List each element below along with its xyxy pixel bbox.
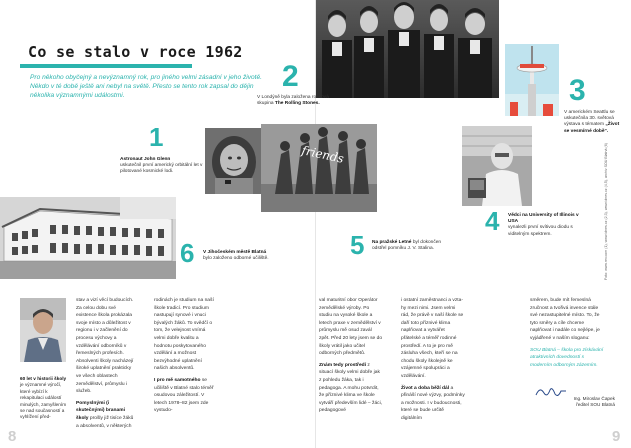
- portrait-caption-title: 60 let v historii školy: [20, 376, 67, 381]
- col5-para1: směrem, bude mít řemeslná zručnost a tvořivá invence stále své nezastupitelné místo. To, že tyto směry a cíle chceme naplňovat i nadále co nejlépe, je vyjádřené v naším sloganu:: [530, 298, 600, 341]
- col3-para1: val maturitní obor Operátor zemědělské výroby. Po studiu na vysoké škole a letech praxe v zemědělství v průmyslu mě osud zavál zpět. Před 20 lety jsem se do školy vrátil jako učitel odborných předmětů.: [319, 298, 383, 357]
- col4-para2-text: a přináší nové výzvy, podmínky a možnosti. I v budoucnosti, které se bude určitě digitálním: [401, 385, 465, 421]
- event-4-text: vynalezli první svítivou diodu s viditelným spektrem.: [508, 225, 573, 237]
- school-building-photo: [0, 197, 176, 279]
- col5-slogan: SOU Blatná – škola pro získávání atraktivních dovedností s moderním odborným zázemím.: [530, 347, 604, 368]
- col4-para1: i ostatní zaměstnanci a vzta- hy mezi nimi. Jsem velmi rád, že právě v naší škole se daří toto příznivé klima naplňovat a vytvářet přátelské a téměř rodinné prostředí. A to je pro mě zásluha všech, kteří se na chodu školy školejně ke vzájemné spolupráci a vzdělávání.: [401, 298, 464, 379]
- col3-para2-text: z situací školy velmi dobře jak z pohledu žáka, tak i pedagoga. A mohu potvrdit, že příznivé klima ve škole vytváří především lidé – žáci, pedagogové: [319, 362, 383, 414]
- portrait-caption-text: je významné výročí, které vybízí k rekapitulaci událostí minulých, zamyšlením se nad současností a vyhlížení před-: [20, 382, 67, 420]
- event-1-title: Astronaut John Glenn: [120, 157, 171, 162]
- signature-name: Ing. Miroslav Čapek: [573, 396, 615, 401]
- director-portrait-photo: [20, 298, 66, 362]
- event-1-caption: [120, 157, 204, 176]
- event-3-caption: [564, 110, 620, 135]
- portrait-caption: [20, 376, 70, 421]
- page-title: Co se stalo v roce 1962: [28, 43, 243, 61]
- event-1-number: 1: [149, 122, 164, 152]
- event-2-title: The Rolling Stones.: [274, 101, 320, 107]
- event-5-number: 5: [350, 230, 365, 260]
- event-2-number: 2: [282, 60, 299, 93]
- text-column-4: [401, 297, 465, 423]
- col1-para2-text: prošly již tisíce žáků a absolventů, v některých: [76, 415, 134, 429]
- event-6-title: V Jihočeském městě Blatná: [203, 250, 267, 255]
- text-column-1: [76, 297, 134, 430]
- event-4-title: Vědci na University of Illinois v USA: [508, 213, 579, 225]
- event-2-caption: [257, 95, 337, 107]
- space-needle-photo: [505, 44, 559, 116]
- page-number-left: 8: [8, 428, 17, 445]
- event-1-text: uskutečnil první americký orbitální let v pilotované kosmické lodi.: [120, 163, 203, 175]
- event-2-text: V Londýně byla založena rocková skupina: [257, 95, 329, 107]
- stalin-monument-photo: [261, 124, 377, 212]
- event-4-caption: [508, 213, 588, 238]
- event-5-text: byl dokončen odstřel pomníku J. V. Stalina.: [372, 240, 442, 252]
- photo-credit: [604, 143, 612, 280]
- col1-para1: stav a vizí věcí budoucích. Za celou dobu své existence škola prokázala svoje místo a důležitost v regionu i v začlenění do procesu výchovy a vzdělávání odborníků v řemeslných profesích. Absolventi školy nacházejí široké uplatnění prakticky ve všech oblastech zemědělství, průmyslu i služeb.: [76, 298, 134, 395]
- astronaut-photo: [205, 128, 261, 194]
- text-column-3: [319, 297, 383, 415]
- signature-role: ředitel SOU Blatná: [576, 402, 615, 408]
- page-number-right: 9: [612, 428, 621, 445]
- intro-text: Pro někoho obyčejný a nevýznamný rok, pro jiného velmi zásadní v jeho životě. Někdo v té době ještě ani nebyl na světě. Přesto se tento rok zapsal do dějin několika významnými událostmi.: [30, 74, 263, 99]
- photo-credit-text: Foto: www.rev.com (1), www.idnes.cz (2,3), www.idnes.cz (4,5), archiv SOU Blatná (6): [604, 143, 608, 280]
- event-6-text: bylo založeno odborné učiliště.: [203, 256, 269, 262]
- band-photo: [316, 0, 499, 98]
- event-5-title: Na pražské Letné: [372, 240, 412, 245]
- event-4-number: 4: [485, 206, 500, 236]
- col3-para2-lead: Znám tedy prostředí: [319, 362, 367, 368]
- col2-para1: rodinách je studium na naší škole tradicí. Pro studium nastupují synové i vnuci bývalých žáků. To svědčí o tom, že velejnost vnímá velmi dobře kvalitu a hodnotu poskytovaného vzdělání a možnost bezvýhodné uplatnění našich absolventů.: [154, 298, 214, 372]
- title-underline: [20, 64, 192, 68]
- svg-text:friends: friends: [300, 143, 346, 166]
- event-6-number: 6: [180, 238, 195, 268]
- text-column-2: [154, 297, 214, 415]
- event-3-title: „Život se vesmírné době“.: [564, 122, 620, 134]
- col2-para2-text: se učiliště v Blatné stalo téměř osudovou záležitostí. V letech 1978–82 jsem zde vystudo-: [154, 377, 214, 414]
- event-3-number: 3: [569, 74, 586, 107]
- col3-para2: [319, 362, 383, 415]
- col2-para2: [154, 377, 214, 415]
- signature-block: [559, 396, 615, 409]
- col1-para2: [76, 400, 134, 430]
- col4-para2: [401, 385, 465, 423]
- col2-para2-lead: I pro mě samotného: [154, 377, 201, 383]
- event-6-caption: [203, 250, 283, 262]
- col1-para2-lead: Pomyslnými (i skutečnými) branami školy: [76, 400, 125, 421]
- event-3-text: V americkém Seattlu se uskutečnila 30. světová výstava s tématem: [564, 110, 615, 128]
- scientist-photo: [462, 126, 532, 206]
- text-column-5: [530, 297, 604, 369]
- col4-para2-lead: Život a doba běží dál: [401, 385, 450, 391]
- event-5-caption: [372, 240, 452, 252]
